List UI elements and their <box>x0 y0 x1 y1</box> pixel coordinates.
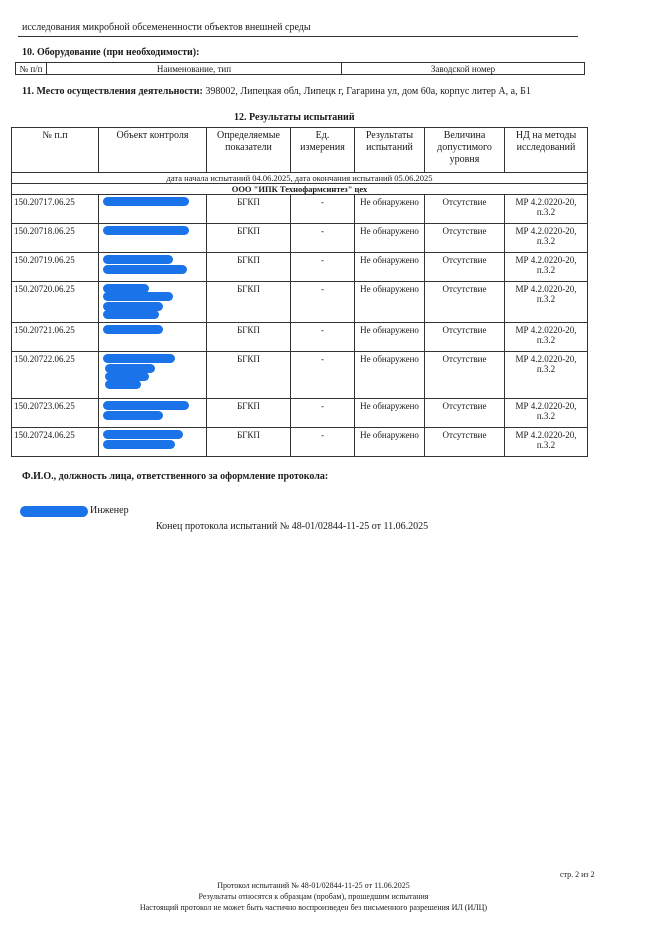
footer-line-1: Протокол испытаний № 48-01/02844-11-25 от 11.06.2025 <box>217 881 410 890</box>
row-nd: МР 4.2.0220-20, п.3.2 <box>505 282 588 323</box>
row-unit: - <box>291 428 355 457</box>
redaction-mark <box>103 255 173 264</box>
table-row <box>12 282 588 323</box>
section-10-title: 10. Оборудование (при необходимости): <box>22 47 200 58</box>
header-unit: Ед. измерения <box>291 128 355 173</box>
row-indicator: БГКП <box>207 323 291 352</box>
results-table <box>11 127 588 457</box>
row-unit: - <box>291 399 355 428</box>
row-indicator: БГКП <box>207 195 291 224</box>
top-divider <box>18 36 578 37</box>
row-result: Не обнаружено <box>355 428 425 457</box>
row-object-redacted <box>99 282 207 323</box>
header-nd: НД на методы исследований <box>505 128 588 173</box>
header-indicators: Определяемые показатели <box>207 128 291 173</box>
redaction-mark <box>103 265 187 274</box>
header-limit: Величина допустимого уровня <box>425 128 505 173</box>
header-object: Объект контроля <box>99 128 207 173</box>
row-unit: - <box>291 253 355 282</box>
row-limit: Отсутствие <box>425 399 505 428</box>
top-line-text: исследования микробной обсемененности объектов внешней среды <box>22 22 311 33</box>
row-num: 150.20724.06.25 <box>12 428 99 457</box>
row-object-redacted <box>99 352 207 399</box>
redaction-mark <box>103 411 163 420</box>
row-num: 150.20722.06.25 <box>12 352 99 399</box>
row-result: Не обнаружено <box>355 282 425 323</box>
redaction-mark <box>103 197 189 206</box>
row-indicator: БГКП <box>207 224 291 253</box>
redaction-mark <box>103 292 173 301</box>
org-line: ООО "ИПК Технофармсинтез" цех <box>12 184 588 195</box>
row-limit: Отсутствие <box>425 224 505 253</box>
row-result: Не обнаружено <box>355 323 425 352</box>
row-limit: Отсутствие <box>425 352 505 399</box>
redaction-mark <box>103 440 175 449</box>
org-row <box>12 184 588 195</box>
footer-line-2: Результаты относятся к образцам (пробам), прошедшим испытания <box>198 892 429 901</box>
row-nd: МР 4.2.0220-20, п.3.2 <box>505 399 588 428</box>
redaction-mark <box>103 226 189 235</box>
redaction-mark <box>105 380 141 389</box>
row-unit: - <box>291 323 355 352</box>
row-nd: МР 4.2.0220-20, п.3.2 <box>505 224 588 253</box>
table-row <box>12 253 588 282</box>
row-num: 150.20720.06.25 <box>12 282 99 323</box>
row-unit: - <box>291 352 355 399</box>
table-row <box>12 195 588 224</box>
section-11-line <box>22 86 531 97</box>
redaction-mark <box>103 325 163 334</box>
table-row <box>12 323 588 352</box>
equipment-table <box>15 62 585 75</box>
redaction-mark <box>103 401 189 410</box>
row-num: 150.20719.06.25 <box>12 253 99 282</box>
row-limit: Отсутствие <box>425 428 505 457</box>
row-nd: МР 4.2.0220-20, п.3.2 <box>505 428 588 457</box>
row-result: Не обнаружено <box>355 399 425 428</box>
responsible-label: Ф.И.О., должность лица, ответственного за оформление протокола: <box>22 471 329 482</box>
equipment-col-num: № п/п <box>16 63 47 75</box>
row-limit: Отсутствие <box>425 253 505 282</box>
dates-line: дата начала испытаний 04.06.2025, дата окончания испытаний 05.06.2025 <box>12 173 588 184</box>
table-row <box>12 399 588 428</box>
header-results: Результаты испытаний <box>355 128 425 173</box>
dates-row <box>12 173 588 184</box>
table-row <box>12 224 588 253</box>
row-unit: - <box>291 282 355 323</box>
equipment-col-name: Наименование, тип <box>47 63 342 75</box>
row-result: Не обнаружено <box>355 253 425 282</box>
end-of-protocol: Конец протокола испытаний № 48-01/02844-11-25 от 11.06.2025 <box>156 521 429 532</box>
row-indicator: БГКП <box>207 399 291 428</box>
row-object-redacted <box>99 253 207 282</box>
row-object-redacted <box>99 195 207 224</box>
row-num: 150.20721.06.25 <box>12 323 99 352</box>
page-number: стр. 2 из 2 <box>560 870 595 879</box>
row-indicator: БГКП <box>207 428 291 457</box>
footer-line-3: Настоящий протокол не может быть частично воспроизведен без письменного разрешения ИЛ (ИЛЦ) <box>139 903 488 912</box>
table-row <box>12 428 588 457</box>
table-row <box>12 352 588 399</box>
row-object-redacted <box>99 224 207 253</box>
row-indicator: БГКП <box>207 253 291 282</box>
row-object-redacted <box>99 323 207 352</box>
row-nd: МР 4.2.0220-20, п.3.2 <box>505 195 588 224</box>
header-num: № п.п <box>12 128 99 173</box>
row-nd: МР 4.2.0220-20, п.3.2 <box>505 352 588 399</box>
row-result: Не обнаружено <box>355 224 425 253</box>
redaction-mark <box>103 430 183 439</box>
row-result: Не обнаружено <box>355 352 425 399</box>
row-indicator: БГКП <box>207 352 291 399</box>
responsible-position: Инженер <box>90 505 129 516</box>
row-object-redacted <box>99 428 207 457</box>
row-unit: - <box>291 195 355 224</box>
section-11-label: 11. Место осуществления деятельности: <box>22 86 203 97</box>
row-limit: Отсутствие <box>425 195 505 224</box>
redaction-mark <box>103 310 159 319</box>
section-12-title: 12. Результаты испытаний <box>234 112 355 123</box>
section-11-address: 398002, Липецкая обл, Липецк г, Гагарина ул, дом 60а, корпус литер А, а, Б1 <box>205 86 531 97</box>
row-unit: - <box>291 224 355 253</box>
row-num: 150.20723.06.25 <box>12 399 99 428</box>
row-num: 150.20717.06.25 <box>12 195 99 224</box>
row-limit: Отсутствие <box>425 282 505 323</box>
row-result: Не обнаружено <box>355 195 425 224</box>
row-nd: МР 4.2.0220-20, п.3.2 <box>505 253 588 282</box>
responsible-name-redacted <box>20 506 88 517</box>
row-num: 150.20718.06.25 <box>12 224 99 253</box>
row-nd: МР 4.2.0220-20, п.3.2 <box>505 323 588 352</box>
row-limit: Отсутствие <box>425 323 505 352</box>
row-indicator: БГКП <box>207 282 291 323</box>
equipment-col-serial: Заводской номер <box>342 63 585 75</box>
results-header-row <box>12 128 588 173</box>
row-object-redacted <box>99 399 207 428</box>
redaction-mark <box>103 354 175 363</box>
